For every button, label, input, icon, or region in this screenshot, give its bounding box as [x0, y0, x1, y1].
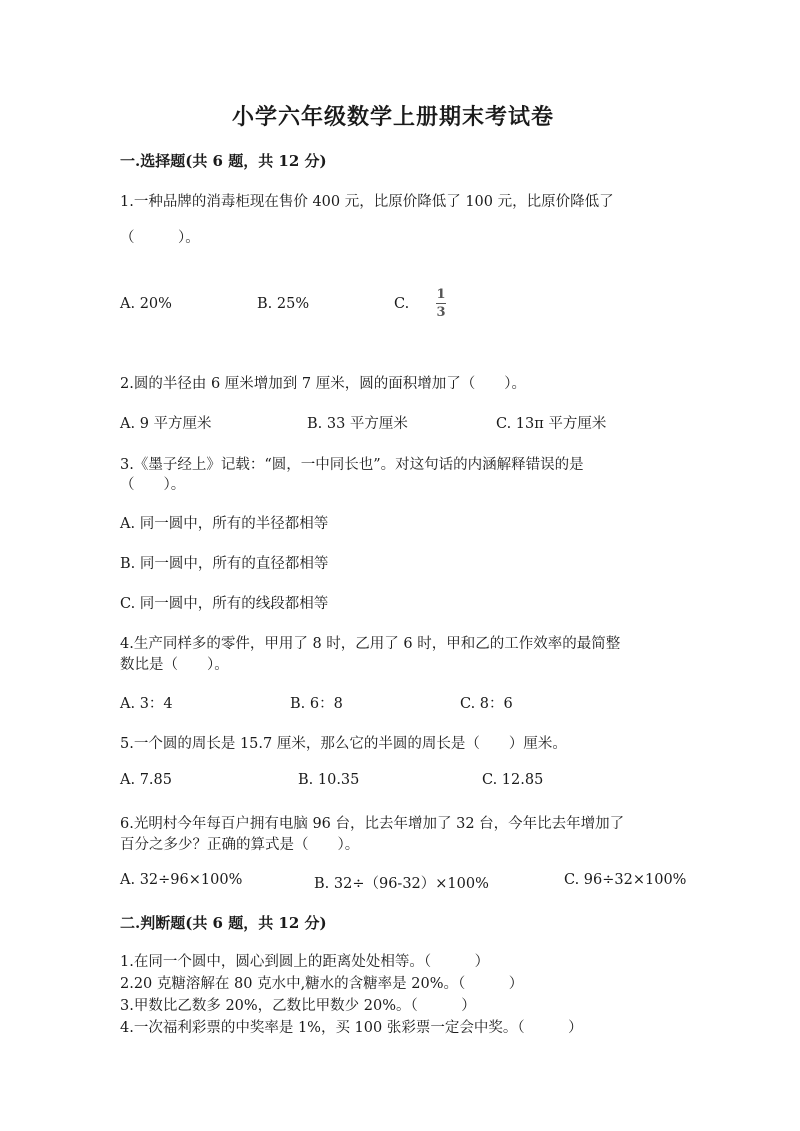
question-5-option-b: B. 10.35	[298, 772, 360, 788]
question-2-line-1: 2.圆的半径由 6 厘米增加到 7 厘米，圆的面积增加了（ ）。	[120, 376, 526, 392]
judgment-item-1: 1.在同一个圆中，圆心到圆上的距离处处相等。（ ）	[120, 954, 490, 970]
question-6-line-1: 6.光明村今年每百户拥有电脑 96 台，比去年增加了 32 台，今年比去年增加了	[120, 816, 625, 832]
judgment-item-2: 2.20 克糖溶解在 80 克水中,糖水的含糖率是 20%。（ ）	[120, 976, 524, 992]
question-3-line-2: （ ）。	[120, 477, 186, 493]
question-1-line-2: （ ）。	[120, 230, 200, 246]
question-5-option-a: A. 7.85	[120, 772, 172, 788]
section-2-heading: 二.判断题(共 6 题，共 12 分)	[120, 914, 327, 932]
question-6-option-b: B. 32÷（96-32）×100%	[314, 876, 489, 892]
section-1-heading: 一.选择题(共 6 题，共 12 分)	[120, 152, 327, 170]
question-2-option-b: B. 33 平方厘米	[307, 416, 408, 432]
question-1-option-a: A. 20%	[120, 296, 172, 312]
question-5-option-c: C. 12.85	[482, 772, 544, 788]
question-4-line-2: 数比是（ ）。	[120, 657, 229, 673]
question-1-line-1: 1.一种品牌的消毒柜现在售价 400 元，比原价降低了 100 元，比原价降低了	[120, 194, 614, 210]
question-6-option-c: C. 96÷32×100%	[564, 872, 687, 888]
question-6-option-a: A. 32÷96×100%	[120, 872, 243, 888]
question-4-option-b: B. 6：8	[290, 696, 343, 712]
question-4-option-c: C. 8：6	[460, 696, 513, 712]
question-2-option-a: A. 9 平方厘米	[120, 416, 212, 432]
question-1-option-c: C.	[394, 296, 410, 312]
question-3-line-1: 3.《墨子经上》记载：“圆，一中同长也”。对这句话的内涵解释错误的是	[120, 457, 584, 473]
fraction-bar	[436, 303, 446, 304]
judgment-item-4: 4.一次福利彩票的中奖率是 1%，买 100 张彩票一定会中奖。（ ）	[120, 1020, 583, 1036]
question-1-fraction	[436, 288, 446, 319]
fraction-numerator: 1	[436, 287, 446, 302]
question-4-line-1: 4.生产同样多的零件，甲用了 8 时，乙用了 6 时，甲和乙的工作效率的最简整	[120, 636, 621, 652]
fraction-denominator: 3	[436, 305, 446, 320]
page-title: 小学六年级数学上册期末考试卷	[232, 104, 555, 130]
question-3-option-b: B. 同一圆中，所有的直径都相等	[120, 556, 329, 572]
question-2-option-c: C. 13π 平方厘米	[496, 416, 607, 432]
question-5-line-1: 5.一个圆的周长是 15.7 厘米，那么它的半圆的周长是（ ）厘米。	[120, 736, 567, 752]
question-3-option-c: C. 同一圆中，所有的线段都相等	[120, 596, 329, 612]
judgment-item-3: 3.甲数比乙数多 20%，乙数比甲数少 20%。（ ）	[120, 998, 476, 1014]
question-1-option-b: B. 25%	[257, 296, 310, 312]
question-6-line-2: 百分之多少？正确的算式是（ ）。	[120, 837, 360, 853]
question-4-option-a: A. 3：4	[120, 696, 173, 712]
question-3-option-a: A. 同一圆中，所有的半径都相等	[120, 516, 329, 532]
